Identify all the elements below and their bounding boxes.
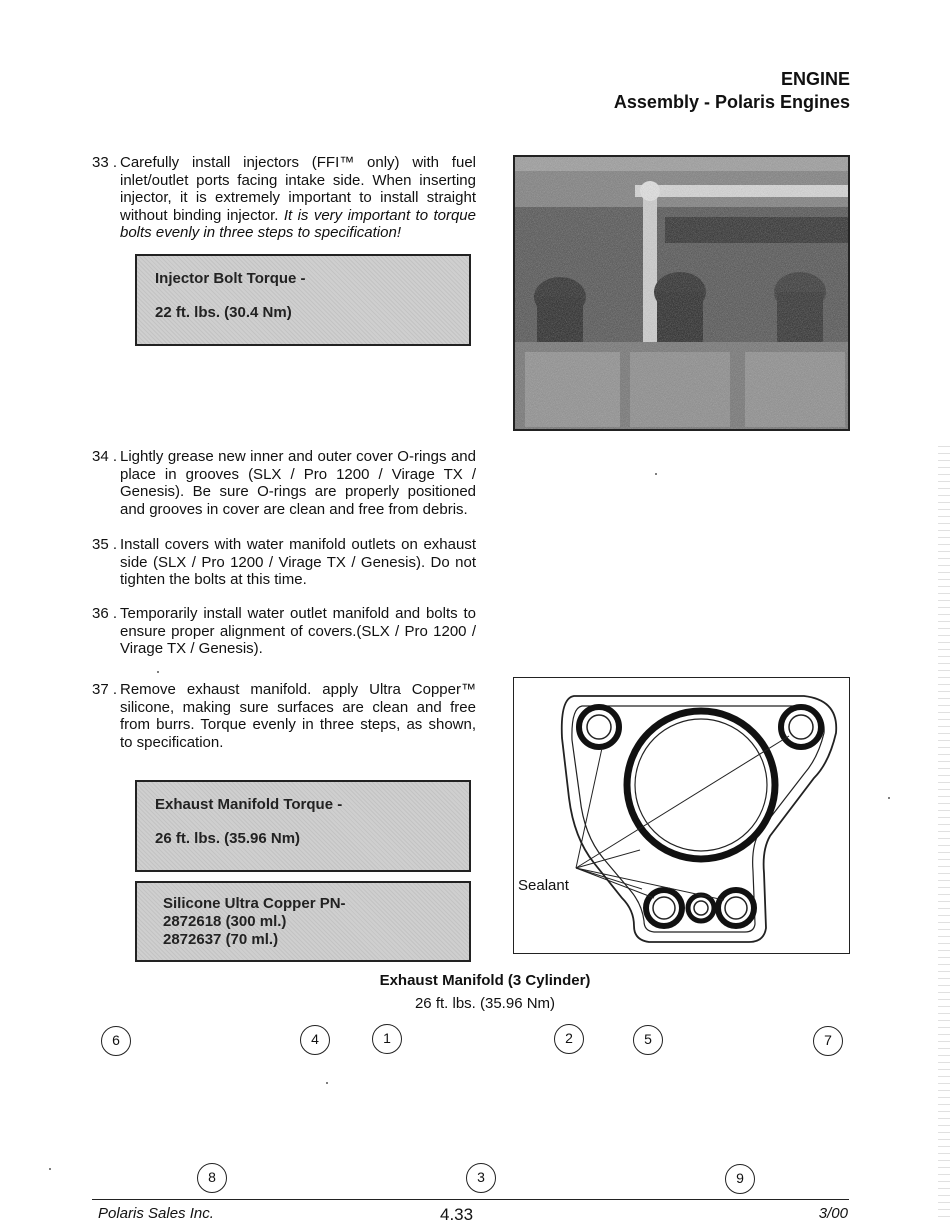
scan-speck: [655, 473, 657, 475]
exhaust-torque-label: Exhaust Manifold Torque -: [155, 796, 343, 813]
bolt-4: 4: [300, 1025, 330, 1055]
bolt-5: 5: [633, 1025, 663, 1055]
step-number: 37 .: [92, 681, 118, 698]
torque-sequence-title: Exhaust Manifold (3 Cylinder): [379, 972, 591, 989]
step-35: [92, 536, 476, 589]
bolt-8: 8: [197, 1163, 227, 1193]
step-text: Remove exhaust manifold. apply Ultra Copper™ silicone, making sure surfaces are clean and free from burrs. Torque evenly in three steps, as shown, to specification.: [120, 681, 476, 751]
step-number: 34 .: [92, 448, 118, 465]
bolt-2: 2: [554, 1024, 584, 1054]
silicone-pn-300ml: 2872618 (300 ml.): [163, 913, 287, 930]
manifold-gasket-drawing: [514, 678, 848, 952]
scan-speck: [157, 671, 159, 673]
step-37: [92, 681, 476, 751]
bolt-3: 3: [466, 1163, 496, 1193]
exhaust-torque-value: 26 ft. lbs. (35.96 Nm): [155, 830, 301, 847]
step-34: [92, 448, 476, 518]
footer-company: Polaris Sales Inc.: [98, 1205, 214, 1222]
step-emphasis: It is very important to torque bolts evenly in three steps to specification!: [120, 206, 476, 241]
bolt-6: 6: [101, 1026, 131, 1056]
step-text: Install covers with water manifold outlets on exhaust side (SLX / Pro 1200 / Virage TX / Genesis). Do not tighten the bolts at this time.: [120, 536, 476, 588]
section-title: ENGINE: [780, 69, 850, 89]
bolt-7: 7: [813, 1026, 843, 1056]
step-text: Carefully install injectors (FFI™ only) with fuel inlet/outlet ports facing intake side. When inserting injector, it is extremely important to install straight without binding injector.: [120, 154, 476, 224]
footer-date: 3/00: [818, 1205, 848, 1222]
bolt-1: 1: [372, 1024, 402, 1054]
injector-torque-label: Injector Bolt Torque -: [155, 270, 306, 287]
exhaust-torque-box: [135, 780, 471, 872]
sealant-label: Sealant: [518, 877, 569, 894]
scan-speck: [888, 797, 890, 799]
step-body: [92, 154, 476, 242]
step-number: 33 .: [92, 154, 118, 171]
subsection-title: Assembly - Polaris Engines: [613, 92, 850, 112]
step-36: [92, 605, 476, 658]
scan-speck: [326, 1082, 328, 1084]
step-text: Lightly grease new inner and outer cover O-rings and place in grooves (SLX / Pro 1200 / Virage TX / Genesis). Be sure O-rings are properly positioned and grooves in cover are clean and free from debris.: [120, 448, 476, 518]
page-header: [614, 68, 850, 114]
page-number: 4.33: [440, 1205, 474, 1224]
footer-rule: [92, 1199, 849, 1200]
injector-photo-drawing: [515, 157, 850, 431]
scan-speck: [49, 1168, 51, 1170]
bolt-9: 9: [725, 1164, 755, 1194]
torque-sequence-spec: 26 ft. lbs. (35.96 Nm): [414, 995, 556, 1012]
injector-torque-value: 22 ft. lbs. (30.4 Nm): [155, 304, 292, 321]
step-33: [92, 154, 476, 242]
silicone-label: Silicone Ultra Copper PN-: [163, 895, 346, 912]
step-number: 35 .: [92, 536, 118, 553]
silicone-pn-70ml: 2872637 (70 ml.): [163, 931, 279, 948]
scan-edge: [938, 440, 950, 1220]
injector-photo: [513, 155, 850, 431]
silicone-box: [135, 881, 471, 962]
exhaust-manifold-diagram: [513, 677, 850, 954]
step-text: Temporarily install water outlet manifold and bolts to ensure proper alignment of covers.(SLX / Pro 1200 / Virage TX / Genesis).: [120, 605, 476, 657]
injector-torque-box: [135, 254, 471, 346]
step-number: 36 .: [92, 605, 118, 622]
